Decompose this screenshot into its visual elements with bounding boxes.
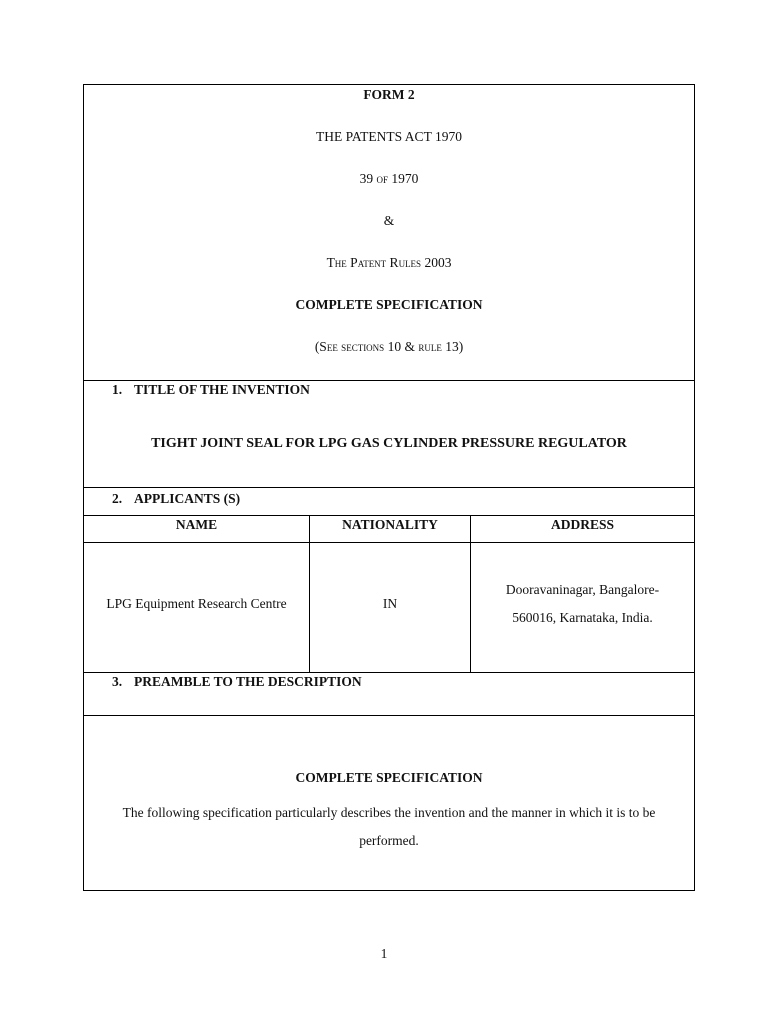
sections-note: (See sections 10 & rule 13) xyxy=(314,339,464,354)
ampersand: & xyxy=(383,213,395,228)
section1-heading xyxy=(112,382,310,398)
column-divider xyxy=(309,515,310,672)
page-number: 1 xyxy=(380,946,388,961)
divider xyxy=(84,487,694,488)
preamble-text-line2: performed. xyxy=(359,833,419,848)
form-number: FORM 2 xyxy=(363,87,415,102)
column-header-nationality: NATIONALITY xyxy=(342,517,438,532)
applicant-address-line2: 560016, Karnataka, India. xyxy=(512,610,653,625)
divider xyxy=(84,672,694,673)
divider xyxy=(84,715,694,716)
column-header-address: ADDRESS xyxy=(550,517,615,532)
divider xyxy=(84,515,694,516)
spec-heading-2: COMPLETE SPECIFICATION xyxy=(295,770,483,785)
rules-name: The Patent Rules 2003 xyxy=(326,255,452,270)
section3-heading xyxy=(112,674,362,690)
section2-number: 2. xyxy=(112,491,123,506)
section2-heading xyxy=(112,491,240,507)
section3-label: PREAMBLE TO THE DESCRIPTION xyxy=(134,674,362,689)
spec-heading: COMPLETE SPECIFICATION xyxy=(295,297,483,312)
act-number: 39 of 1970 xyxy=(359,171,419,186)
section3-number: 3. xyxy=(112,674,123,689)
act-name: THE PATENTS ACT 1970 xyxy=(316,129,462,144)
preamble-text-line1: The following specification particularly describes the invention and the manner in which it is to be xyxy=(122,805,656,820)
section2-label: APPLICANTS (S) xyxy=(134,491,241,506)
divider xyxy=(84,380,694,381)
invention-title: TIGHT JOINT SEAL FOR LPG GAS CYLINDER PRESSURE REGULATOR xyxy=(151,436,627,451)
applicant-nationality: IN xyxy=(382,596,398,611)
column-header-name: NAME xyxy=(175,517,218,532)
section1-number: 1. xyxy=(112,382,123,397)
form-table xyxy=(83,84,695,891)
applicant-name: LPG Equipment Research Centre xyxy=(106,596,287,611)
divider xyxy=(84,542,694,543)
section1-label: TITLE OF THE INVENTION xyxy=(134,382,310,397)
applicant-address-line1: Dooravaninagar, Bangalore- xyxy=(505,582,660,597)
